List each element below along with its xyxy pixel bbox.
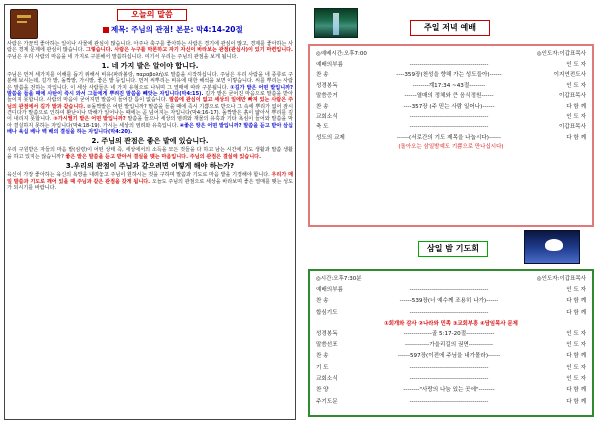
p4-tail: 오늘도 주님의 관점으로 세상을 바라보며 좋은 열매를 맺는 성도가 되시기를 바랍니다.: [7, 178, 294, 191]
order-person: 인 도 자: [566, 287, 586, 293]
order-label: 성도의 교제: [316, 134, 345, 141]
p4-highlight-red: 우리가 매일 말씀과 기도로 깨어 있을 때 주님과 같은 관점을 갖게 됩니다.: [7, 172, 293, 185]
order-label: 찬 송: [316, 353, 329, 360]
p2b-text: 말씀을 들으나 세상의 염려와 재물의 유혹과 기타 욕심이 들어와 말씀을 막아 결실하지 못하는 자입니다(막4:18-19). 가시는 세상의 염려와 유혹입니다.: [7, 116, 294, 129]
order-detail: ------열매의 정체와 큰 음식정원------: [404, 93, 494, 100]
wednesday-service-title: 삼일 밤 기도회: [418, 241, 488, 257]
order-label: 교회소식: [316, 114, 338, 121]
order-person: 이갑표목사: [558, 93, 586, 100]
intro-tail: 주님은 우리 사람의 마음을 네 가지로 구분해서 말씀하십니다. 여기서 우리는 주님의 관점을 보게 됩니다.: [7, 53, 238, 60]
wednesday-order-list-top: [316, 285, 586, 319]
order-detail: ---------------------------------------: [409, 62, 489, 68]
order-label: 주기도문: [316, 398, 338, 405]
order-detail: --------계17:34 ~43절--------: [412, 82, 486, 89]
order-detail: ---------------------------------------: [409, 398, 489, 405]
wednesday-time: ◎시간:오후7:30분: [316, 276, 362, 282]
order-label: 성경봉독: [316, 82, 338, 89]
order-row: [316, 112, 586, 122]
section-1-body: [7, 72, 293, 135]
section-2-title: 2. 주님의 관점은 좋은 밭에 있습니다.: [91, 137, 209, 146]
order-row: [316, 374, 586, 385]
worship-order-column: [302, 4, 596, 420]
sunday-note: (돌아오는 삼일밤예도 기쁨으로 만나십시다): [398, 144, 504, 151]
order-row: [316, 397, 586, 408]
order-person: 이갑표목사: [558, 124, 586, 131]
section-3-body: [7, 172, 293, 191]
section-1-title: 1. 네 가지 밭은 알이야 합니다.: [101, 62, 199, 71]
order-row: [316, 285, 586, 296]
p1-highlight-red: 말씀에 관심이 없고 세상의 일에만 빠져 있는 사람은 주님의 관점에서 길가 밭과 같습니다.: [7, 97, 294, 110]
order-label: 찬 송: [316, 103, 329, 110]
order-person: 인 도 자: [566, 364, 586, 371]
order-label: 예배의부름: [316, 287, 344, 293]
order-person: 다 함 께: [566, 353, 586, 360]
order-label: 예배의부름: [316, 62, 344, 68]
order-row: [316, 296, 586, 307]
order-label: 찬 송: [316, 72, 329, 79]
order-detail: ---------------------------------------: [409, 376, 489, 383]
order-person: 다 함 께: [566, 387, 586, 394]
order-row: [316, 133, 586, 143]
p1-text: 주님은 먼저 세가지를 이해를 돕기 위해서 비유(파라볼랑, παραβολή)로 말씀을 시작하십니다. 주님은 우리 사람을 네 종류로 구분해 보시는데, 길가 밭, 돌짝밭, 가시밭, 좋은 밭 등입니다. 먼저 씨뿌리는 비유에 대한 해석을 보면 이렇습니다. 씨를 뿌리는 사람은 말씀을 전하는 자입니다. 이 세상 사람들은 네 가지 유형으로 나뉘며 그 열매에 따라 구분됩니다.: [7, 72, 293, 91]
order-row: [316, 308, 586, 319]
order-person: 이지연전도사: [553, 72, 586, 79]
prayer-topics: ①회개와 감사 ②나라와 민족 ③교회부흥 ④담임목사 문제: [384, 320, 518, 327]
p2-highlight-red: ③가시떨기 밭은 어떤 밭입니까?: [53, 116, 126, 123]
sermon-column: [4, 4, 296, 420]
red-square-icon: [103, 27, 109, 33]
wednesday-header: [306, 228, 596, 268]
order-detail: ----359장(천성을 향해 가는 성도들아)------: [396, 72, 502, 79]
sunday-meta: [316, 49, 586, 57]
order-label: 합심기도: [316, 309, 338, 316]
order-row: [316, 385, 586, 396]
order-detail: ------597장(이전에 주님을 내가몰라)------: [397, 353, 501, 360]
order-detail: --------"사랑의 나눔 있는 곳에"--------: [403, 387, 495, 394]
order-row: [316, 60, 586, 70]
section-2-body: [7, 147, 293, 160]
sunday-time: ◎예배시간:오후7:00: [316, 51, 367, 57]
order-label: 성경봉독: [316, 330, 338, 337]
order-label: 기 도: [316, 364, 329, 371]
order-person: 인 도 자: [566, 330, 586, 337]
sunday-leader: ◎인도자:이갑표목사: [536, 51, 586, 57]
order-label: 말씀증거: [316, 93, 338, 100]
order-detail: ---------------------------------------: [409, 114, 489, 121]
sunday-header: [306, 6, 596, 42]
p4-text: 육신이 가장 좋아하는 육신의 욕망을 내려놓고 주님이 원하시는 것을 구하며 말씀과 기도로 마음 밭을 기경해야 합니다.: [7, 172, 270, 179]
intro-text: 사람은 가끔씩 좋아하는 일이나 사물에 관심이 많습니다. 아주나 축구를 좋아하는 사람은 경기에 관심이 많고, 경제를 좋아하는 사람은 경제 문제에 관심이 많습니다.: [7, 41, 293, 54]
order-label: 말씀선포: [316, 342, 338, 349]
order-person: 다 함 께: [566, 103, 586, 110]
p3-highlight-red: 좋은 밭은 말씀을 듣고 받아서 결실을 맺는 마음입니다. 주님의 관점은 결실에 있습니다.: [65, 153, 262, 160]
order-detail: ------------가을리길의 권면------------: [404, 342, 494, 349]
sermon-theme: [103, 24, 243, 35]
order-label: 축 도: [316, 124, 329, 131]
dove-image-icon: [524, 230, 580, 264]
order-person: 다 함 께: [566, 309, 586, 316]
order-row: [316, 81, 586, 91]
order-row: [316, 102, 586, 112]
intro-highlight: 그렇습니다. 사람은 누구를 막론하고 자기 자신이 바라보는 관점(관심사)이 있기 마련입니다.: [85, 47, 293, 54]
order-person: 인 도 자: [566, 82, 586, 89]
sermon-header: [7, 7, 293, 41]
p3-text: 우리 구원받은 자들의 마음 밭(심령)이 어떤 상태 즉, 세상에서의 소득을 모든 것들을 다 하고 남는 시간에 기도 생활과 말씀 생활을 하고 있지는 않습니까?: [7, 147, 293, 160]
wednesday-order-list-bottom: [316, 329, 586, 408]
order-row: [316, 70, 586, 80]
order-detail: ----357장 (주 믿는 사람 일어나)------: [403, 103, 495, 110]
sermon-intro: [7, 41, 293, 60]
order-person: 인 도 자: [566, 114, 586, 121]
order-row: [316, 91, 586, 101]
order-row: [316, 329, 586, 340]
wednesday-order-box: [308, 269, 594, 417]
order-detail: ---------------------------------------: [409, 364, 489, 371]
order-label: 찬 양: [316, 387, 329, 394]
order-row: [316, 122, 586, 132]
order-row: [316, 351, 586, 362]
order-person: 인 도 자: [566, 62, 586, 68]
order-detail: ---------------------------------------: [409, 309, 489, 316]
order-label: 찬 송: [316, 298, 329, 305]
order-person: 인 도 자: [566, 376, 586, 383]
p1-highlight-blue: ①길가 밭은 어떤 밭입니까? 말씀을 들을 때에 사탄이 즉시 와서 그들에게 뿌려진 말씀을 빼앗는 자입니다(막4:15).: [7, 84, 294, 98]
wednesday-meta: [316, 274, 586, 282]
sunday-order-list: [316, 60, 586, 143]
order-row: [316, 340, 586, 351]
sermon-theme-text: 제목: 주님의 관점! 본문: 막4:14-20절: [111, 25, 243, 34]
p1b-text: 길가 밭은 굳어진 마음으로 말씀을 받아들이지 못합니다. 사람의 마음이 굳어지면 말씀이 들어갈 틈이 없습니다.: [7, 91, 293, 104]
order-person: 다 함 께: [566, 298, 586, 305]
order-person: 다 함 께: [566, 398, 586, 405]
order-label: 교회소식: [316, 376, 338, 383]
order-person: 인 도 자: [566, 342, 586, 349]
waterfall-image-icon: [314, 8, 358, 38]
order-detail: ------539장(너 예수께 조용히 나가)------: [399, 298, 499, 305]
order-detail: ---------------------------------------: [409, 287, 489, 293]
sermon-title: 오늘의 말씀: [117, 9, 187, 21]
sunday-order-box: [308, 44, 594, 227]
sunday-service-title: 주일 저녁 예배: [410, 20, 490, 36]
bible-icon: [10, 9, 38, 39]
order-detail: --------------골 5:17-20절--------------: [403, 330, 495, 337]
order-detail: ---------------------------------------: [409, 124, 489, 131]
wednesday-leader: ◎인도자:이갑표목사: [536, 276, 586, 282]
order-detail: ------(서로간의 기도 제목을 나눕시다)------: [396, 134, 502, 141]
order-person: 다 함 께: [566, 134, 586, 141]
section-3-title: 3.우리의 관점이 주님과 같으려면 어떻게 해야 하는가?: [65, 162, 235, 171]
order-row: [316, 363, 586, 374]
p2-text: ②돌짝밭은 어떤 밭입니까? 말씀을 들을 때에 즉시 기쁨으로 받으나 그 속에 뿌리가 없어 잠시 견디다가 말씀으로 인하여 환난이나 박해가 일어나는 때에는 곧 넘어지는 자입니다(막4:16-17). 돌짝밭은 흙이 얇아서 뿌리를 깊이 내리지 못합니다.: [7, 103, 293, 123]
p2-highlight-blue: ④좋은 땅은 어떤 밭입니까? 말씀을 듣고 받아 삼십 배나 육십 배나 백 배의 결실을 하는 자입니다(막4:20).: [7, 122, 293, 136]
